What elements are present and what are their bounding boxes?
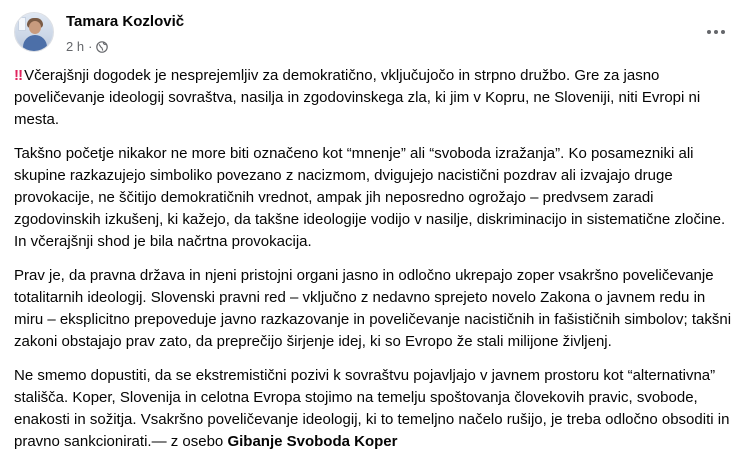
- more-options-icon[interactable]: [702, 22, 730, 42]
- author-name[interactable]: Tamara Kozlovič: [66, 13, 185, 30]
- post-paragraph-1: ‼ Včerajšnji dogodek je nesprejemljiv za demokratično, vključujočo in strpno družbo. Gre za jasno poveličevanje ideologij sovraštva, nasilja in zgodovinskega zla, ki jim v Kopru, ne Sloveniji, niti Evropi ni mesta.: [14, 67, 701, 128]
- double-exclamation-icon: ‼: [14, 67, 23, 84]
- post-meta: [66, 39, 108, 55]
- post-text: [14, 65, 734, 465]
- post-paragraph-3: Prav je, da pravna država in njeni pristojni organi jasno in odločno ukrepajo zoper vsakršno poveličevanje totalitarnih ideologij. Slovenski pravni red – vključno z nedavno sprejeto novelo Zakona o javnem redu in miru – eksplicitno prepoveduje javno razkazovanje in poveličevanje nacističnih in fašističnih simbolov; takšni zakoni obstajajo prav zato, da preprečijo širjenje idej, ki so Evropo že stali milijone življenj.: [14, 267, 732, 350]
- post-header: [14, 12, 730, 60]
- post-paragraph-4: Ne smemo dopustiti, da se ekstremistični pozivi k sovraštvu pojavljajo v javnem prostoru kot “alternativna” stališča. Koper, Slovenija in celotna Evropa stojimo na temelju spoštovanja človekovih pravic, svobode, enakosti in sožitja. Vsakršno poveličevanje ideologij, ki to temeljno načelo rušijo, je treba odločno obsoditi in pravno sankcionirati.— z osebo Gibanje Svoboda Koper: [14, 367, 730, 450]
- post-time[interactable]: 2 h: [66, 39, 85, 54]
- globe-icon[interactable]: [96, 41, 108, 53]
- meta-separator: ·: [88, 39, 93, 54]
- post-paragraph-2: Takšno početje nikakor ne more biti označeno kot “mnenje” ali “svoboda izražanja”. Ko posamezniki ali skupine razkazujejo simboliko povezano z nacizmom, dvigujejo nacistični pozdrav ali izvajajo druge provokacije, ne ščitijo demokratičnih vrednot, ampak jih neposredno ogrožajo – predvsem zaradi zgodovinskih izkušenj, ki kažejo, da takšne ideologije vodijo v nasilje, diskriminacijo in sistematične zločine. In včerajšnji shod je bila načrtna provokacija.: [14, 145, 726, 250]
- tagged-page-link[interactable]: Gibanje Svoboda Koper: [227, 433, 398, 450]
- author-avatar[interactable]: [14, 12, 54, 52]
